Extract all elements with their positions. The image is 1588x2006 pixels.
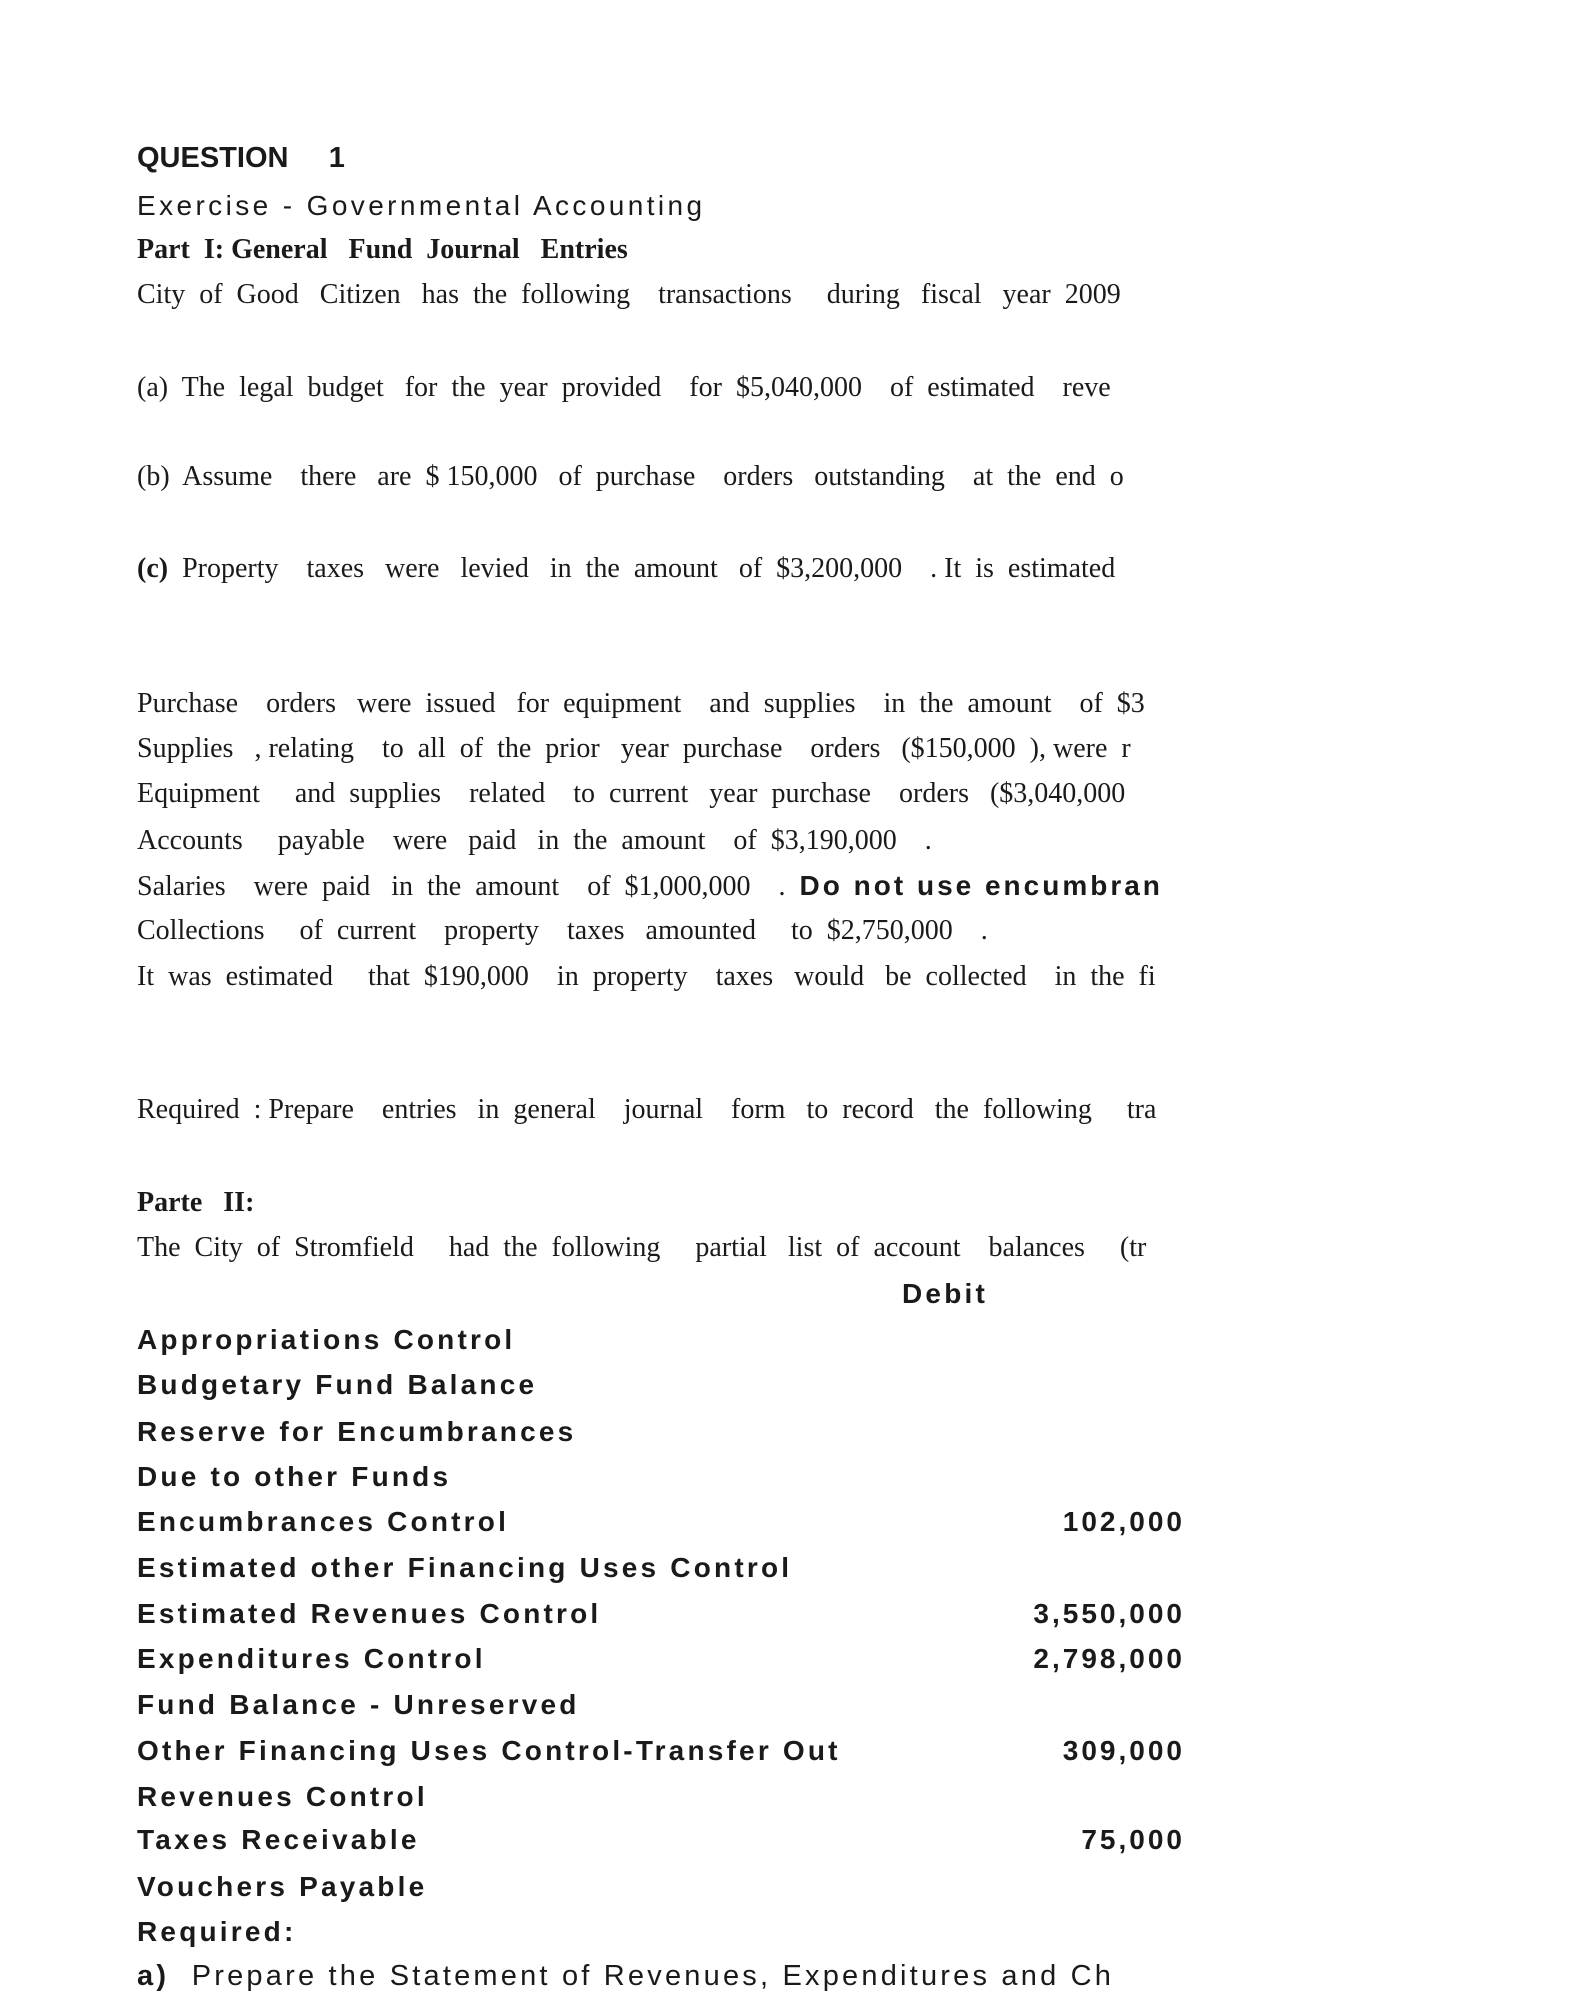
account-name: Vouchers Payable bbox=[137, 1871, 428, 1902]
account-name: Expenditures Control bbox=[137, 1643, 486, 1674]
part1-item-c bbox=[137, 553, 1197, 585]
account-name: Budgetary Fund Balance bbox=[137, 1369, 538, 1400]
part2-heading: Parte II: bbox=[137, 1187, 255, 1218]
question-word: QUESTION bbox=[137, 142, 289, 174]
account-name: Reserve for Encumbrances bbox=[137, 1416, 577, 1447]
item-a-text: Prepare the Statement of Revenues, Expenditures and Ch bbox=[169, 1960, 1115, 1992]
debit-column-header: Debit bbox=[902, 1278, 988, 1309]
item-c-text: Property taxes were levied in the amount of $3,200,000 . It is estimated bbox=[168, 553, 1116, 584]
part2-item-a bbox=[137, 1960, 1197, 1993]
salaries-note: Do not use encumbran bbox=[799, 870, 1163, 901]
salaries-text: Salaries were paid in the amount of $1,000,000 . bbox=[137, 871, 800, 902]
part2-required-label: Required: bbox=[137, 1916, 297, 1947]
transaction-line: Accounts payable were paid in the amount of $3,190,000 . bbox=[137, 825, 932, 856]
account-name: Taxes Receivable bbox=[137, 1824, 420, 1855]
account-name: Due to other Funds bbox=[137, 1461, 452, 1492]
part1-heading: Part I: General Fund Journal Entries bbox=[137, 234, 628, 265]
transaction-line: Collections of current property taxes amounted to $2,750,000 . bbox=[137, 915, 988, 946]
transaction-line: It was estimated that $190,000 in property taxes would be collected in the fi bbox=[137, 961, 1156, 992]
account-debit: 2,798,000 bbox=[1033, 1643, 1185, 1674]
question-number: 1 bbox=[328, 142, 345, 174]
account-name: Estimated Revenues Control bbox=[137, 1598, 602, 1629]
account-debit: 75,000 bbox=[1081, 1824, 1185, 1855]
account-name: Encumbrances Control bbox=[137, 1506, 510, 1537]
part1-item-a: (a) The legal budget for the year provided for $5,040,000 of estimated reve bbox=[137, 372, 1111, 403]
required-text: : Prepare entries in general journal form to record the following tra bbox=[239, 1094, 1157, 1125]
part1-required bbox=[137, 1094, 1197, 1126]
transaction-line: Supplies , relating to all of the prior year purchase orders ($150,000 ), were r bbox=[137, 733, 1131, 764]
account-debit: 3,550,000 bbox=[1033, 1598, 1185, 1629]
account-name: Other Financing Uses Control-Transfer Out bbox=[137, 1735, 841, 1766]
question-heading bbox=[137, 142, 1197, 175]
account-name: Revenues Control bbox=[137, 1781, 428, 1812]
part1-intro: City of Good Citizen has the following transactions during fiscal year 2009 bbox=[137, 279, 1121, 310]
account-name: Appropriations Control bbox=[137, 1324, 516, 1355]
account-debit: 309,000 bbox=[1062, 1735, 1185, 1766]
account-name: Fund Balance - Unreserved bbox=[137, 1689, 580, 1720]
item-a-label: a) bbox=[137, 1960, 170, 1992]
required-label: Required bbox=[137, 1094, 240, 1125]
transaction-line: Equipment and supplies related to current year purchase orders ($3,040,000 bbox=[137, 778, 1126, 809]
transaction-line-salaries bbox=[137, 870, 1197, 903]
exercise-title: Exercise - Governmental Accounting bbox=[137, 190, 706, 221]
account-debit: 102,000 bbox=[1062, 1506, 1185, 1537]
account-name: Estimated other Financing Uses Control bbox=[137, 1552, 793, 1583]
item-c-label: (c) bbox=[137, 553, 169, 584]
transaction-line: Purchase orders were issued for equipment and supplies in the amount of $3 bbox=[137, 688, 1145, 719]
part1-item-b: (b) Assume there are $ 150,000 of purchase orders outstanding at the end o bbox=[137, 461, 1124, 492]
part2-intro: The City of Stromfield had the following partial list of account balances (tr bbox=[137, 1232, 1147, 1263]
